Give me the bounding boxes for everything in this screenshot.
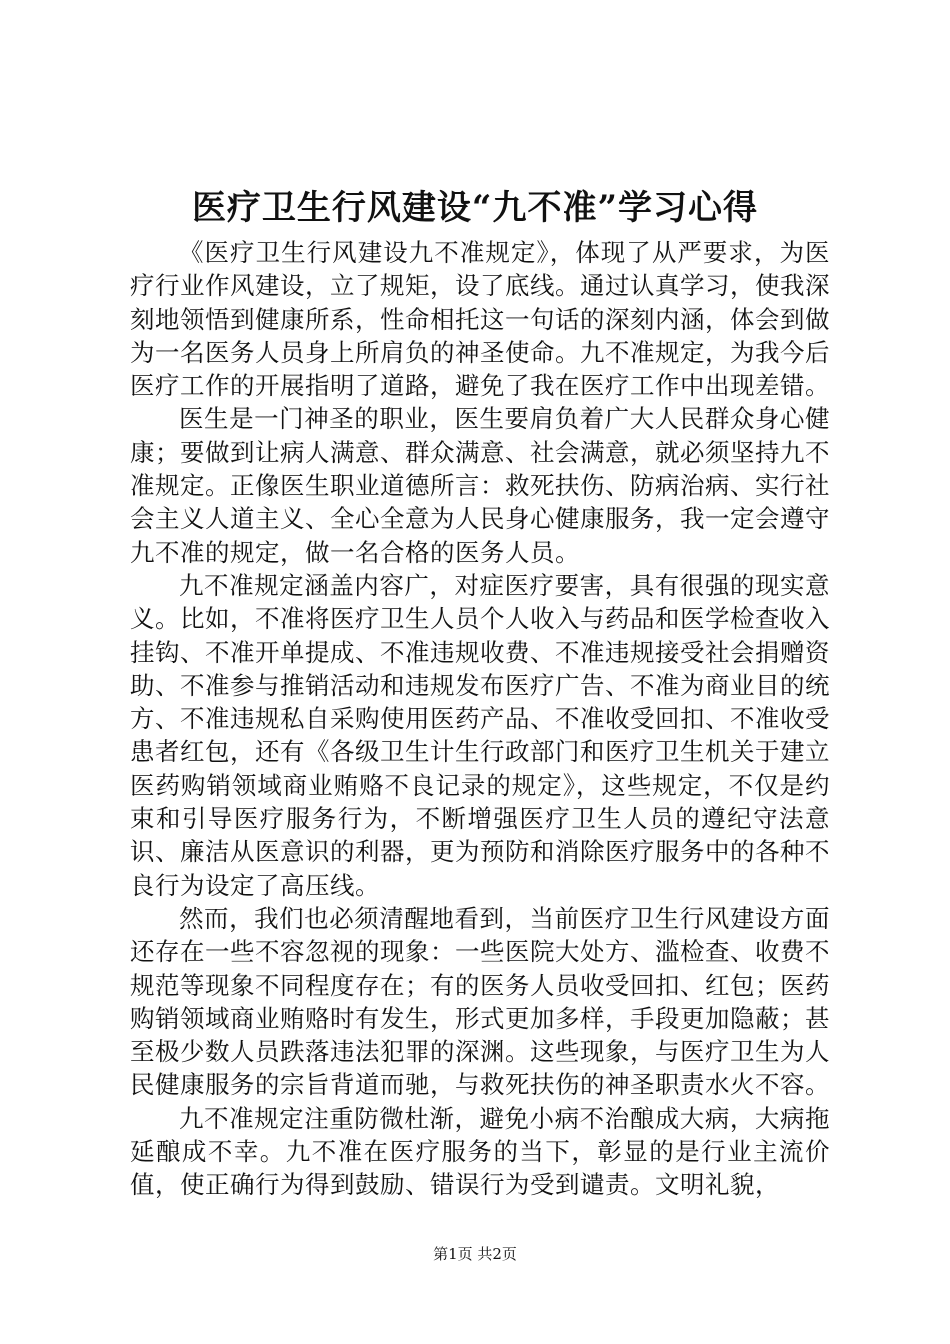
- paragraph-3: 九不准规定涵盖内容广，对症医疗要害，具有很强的现实意义。比如，不准将医疗卫生人员个人收入与药品和医学检查收入挂钩、不准开单提成、不准违规收费、不准违规接受社会捐赠资助、不准参与推销活动和违规发布医疗广告、不准为商业目的统方、不准违规私自采购使用医药产品、不准收受回扣、不准收受患者红包，还有《各级卫生计生行政部门和医疗卫生机关于建立医药购销领域商业贿赂不良记录的规定》，这些规定，不仅是约束和引导医疗服务行为，不断增强医疗卫生人员的遵纪守法意识、廉洁从医意识的利器，更为预防和消除医疗服务中的各种不良行为设定了高压线。: [130, 570, 830, 900]
- paragraph-5: 九不准规定注重防微杜渐，避免小病不治酿成大病，大病拖延酿成不幸。九不准在医疗服务的当下，彰显的是行业主流价值，使正确行为得到鼓励、错误行为受到谴责。文明礼貌，: [130, 1103, 830, 1200]
- paragraph-4: 然而，我们也必须清醒地看到，当前医疗卫生行风建设方面还存在一些不容忽视的现象：一些医院大处方、滥检查、收费不规范等现象不同程度存在；有的医务人员收受回扣、红包；医药购销领域商业贿赂时有发生，形式更加多样，手段更加隐蔽；甚至极少数人员跌落违法犯罪的深渊。这些现象，与医疗卫生为人民健康服务的宗旨背道而驰，与救死扶伤的神圣职责水火不容。: [130, 903, 830, 1100]
- page-footer: 第1页 共2页: [433, 1245, 517, 1263]
- paragraph-2: 医生是一门神圣的职业，医生要肩负着广大人民群众身心健康；要做到让病人满意、群众满意、社会满意，就必须坚持九不准规定。正像医生职业道德所言：救死扶伤、防病治病、实行社会主义人道主义、全心全意为人民身心健康服务，我一定会遵守九不准的规定，做一名合格的医务人员。: [130, 404, 830, 567]
- document-title: 医疗卫生行风建设“九不准”学习心得: [191, 188, 759, 228]
- paragraph-1: 《医疗卫生行风建设九不准规定》，体现了从严要求，为医疗行业作风建设，立了规矩，设了底线。通过认真学习，使我深刻地领悟到健康所系，性命相托这一句话的深刻内涵，体会到做为一名医务人员身上所肩负的神圣使命。九不准规定，为我今后医疗工作的开展指明了道路，避免了我在医疗工作中出现差错。: [130, 238, 830, 401]
- document-body: [130, 236, 830, 1202]
